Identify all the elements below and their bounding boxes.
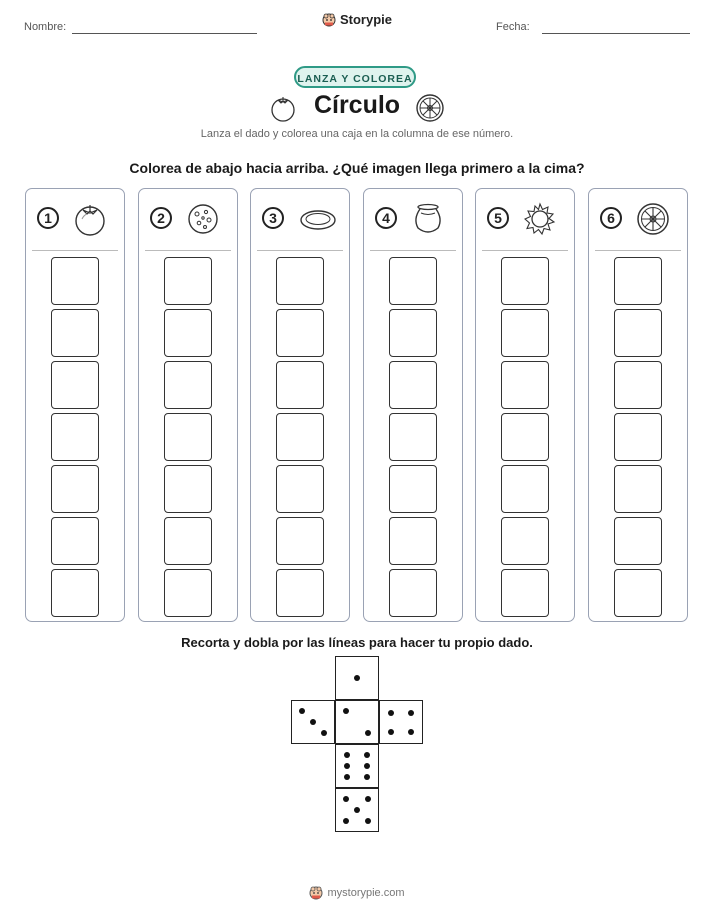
column-3: [250, 188, 350, 622]
color-box[interactable]: [164, 361, 212, 409]
name-line: [72, 33, 257, 34]
column-6: [588, 188, 688, 622]
dice-pip: [310, 719, 316, 725]
color-box[interactable]: [614, 569, 662, 617]
color-box[interactable]: [276, 257, 324, 305]
column-1: [25, 188, 125, 622]
dice-pip: [365, 796, 371, 802]
color-box[interactable]: [389, 309, 437, 357]
dice-face-4: [379, 700, 423, 744]
color-box[interactable]: [276, 465, 324, 513]
dice-pip: [364, 752, 370, 758]
column-2: [138, 188, 238, 622]
color-box[interactable]: [501, 465, 549, 513]
column-number: 1: [37, 207, 59, 229]
column-5: [475, 188, 575, 622]
cookie-icon: [184, 201, 222, 237]
color-box[interactable]: [276, 361, 324, 409]
color-box[interactable]: [389, 257, 437, 305]
dice-pip: [408, 729, 414, 735]
column-divider: [32, 250, 118, 251]
plate-icon: [293, 201, 343, 237]
color-box[interactable]: [389, 569, 437, 617]
color-box[interactable]: [164, 257, 212, 305]
dice-pip: [365, 730, 371, 736]
color-box[interactable]: [164, 517, 212, 565]
dice-face-1: [335, 656, 379, 700]
color-box[interactable]: [614, 361, 662, 409]
dice-pip: [388, 710, 394, 716]
brand-logo: [0, 12, 714, 32]
color-box[interactable]: [276, 413, 324, 461]
color-box[interactable]: [51, 517, 99, 565]
column-divider: [370, 250, 456, 251]
column-number: 5: [487, 207, 509, 229]
dice-pip: [408, 710, 414, 716]
pot-icon: [409, 201, 447, 237]
pie-mascot-icon: [309, 886, 323, 900]
column-number: 4: [375, 207, 397, 229]
wheel-icon: [414, 92, 446, 124]
color-box[interactable]: [389, 517, 437, 565]
color-box[interactable]: [164, 465, 212, 513]
color-box[interactable]: [164, 309, 212, 357]
color-box[interactable]: [501, 569, 549, 617]
dice-pip: [344, 774, 350, 780]
color-box[interactable]: [501, 309, 549, 357]
wheel-icon: [634, 201, 672, 237]
color-box[interactable]: [276, 517, 324, 565]
color-box[interactable]: [501, 361, 549, 409]
color-box[interactable]: [164, 413, 212, 461]
column-number: 6: [600, 207, 622, 229]
dice-pip: [354, 675, 360, 681]
color-box[interactable]: [164, 569, 212, 617]
color-box[interactable]: [501, 257, 549, 305]
column-divider: [145, 250, 231, 251]
color-box[interactable]: [614, 413, 662, 461]
color-box[interactable]: [51, 569, 99, 617]
column-divider: [257, 250, 343, 251]
dice-pip: [354, 807, 360, 813]
sun-icon: [521, 201, 559, 237]
color-box[interactable]: [614, 517, 662, 565]
footer: [0, 886, 714, 903]
color-box[interactable]: [389, 361, 437, 409]
dice-face-5: [335, 788, 379, 832]
dice-pip: [343, 818, 349, 824]
footer-url: mystorypie.com: [327, 887, 405, 899]
color-box[interactable]: [614, 257, 662, 305]
column-number: 3: [262, 207, 284, 229]
dice-pip: [365, 818, 371, 824]
name-label: Nombre:: [24, 21, 67, 33]
dice-pip: [364, 763, 370, 769]
dice-pip: [321, 730, 327, 736]
dice-face-2: [335, 700, 379, 744]
pie-mascot-icon: [322, 13, 336, 27]
dice-pip: [344, 752, 350, 758]
color-box[interactable]: [389, 413, 437, 461]
dice-pip: [343, 708, 349, 714]
tomato-icon: [71, 201, 109, 237]
dice-instruction: Recorta y dobla por las líneas para hacer tu propio dado.: [181, 635, 533, 650]
color-box[interactable]: [389, 465, 437, 513]
page-title: Círculo: [313, 91, 401, 119]
color-box[interactable]: [276, 569, 324, 617]
column-number: 2: [150, 207, 172, 229]
column-divider: [482, 250, 568, 251]
column-4: [363, 188, 463, 622]
dice-pip: [343, 796, 349, 802]
date-label: Fecha:: [496, 21, 530, 33]
color-box[interactable]: [51, 257, 99, 305]
dice-pip: [344, 763, 350, 769]
color-box[interactable]: [51, 361, 99, 409]
color-box[interactable]: [51, 413, 99, 461]
dice-pip: [299, 708, 305, 714]
dice-pip: [364, 774, 370, 780]
column-divider: [595, 250, 681, 251]
date-line: [542, 33, 690, 34]
color-box[interactable]: [276, 309, 324, 357]
coloring-instruction: Colorea de abajo hacia arriba. ¿Qué imagen llega primero a la cima?: [129, 160, 585, 176]
color-box[interactable]: [501, 413, 549, 461]
color-box[interactable]: [614, 309, 662, 357]
dice-face-3: [291, 700, 335, 744]
brand-name: Storypie: [339, 12, 392, 27]
dice-face-6: [335, 744, 379, 788]
page-subtitle: Lanza el dado y colorea una caja en la columna de ese número.: [200, 128, 514, 140]
activity-badge: LANZA Y COLOREA: [294, 66, 416, 88]
color-box[interactable]: [614, 465, 662, 513]
dice-pip: [388, 729, 394, 735]
color-box[interactable]: [51, 309, 99, 357]
color-box[interactable]: [501, 517, 549, 565]
color-box[interactable]: [51, 465, 99, 513]
